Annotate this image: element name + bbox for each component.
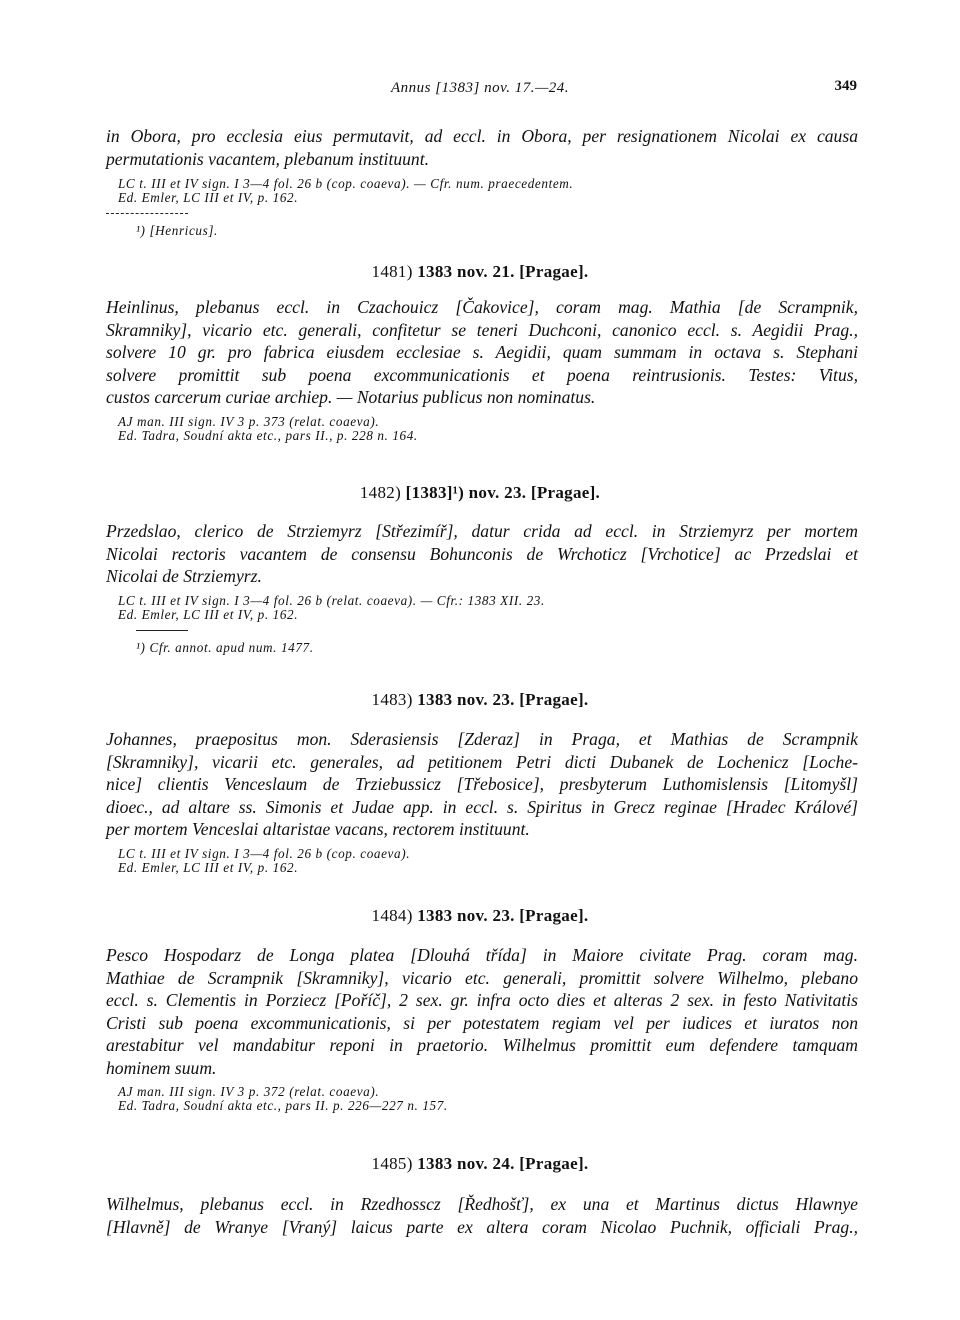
entry-paragraph <box>106 1193 858 1238</box>
source-line: Ed. Tadra, Soudní akta etc., pars II. p. 226—227 n. 157. <box>118 1098 448 1113</box>
entry-body <box>106 296 858 443</box>
entry-paragraph <box>106 728 858 841</box>
entry-heading <box>0 690 960 710</box>
source-line: Ed. Emler, LC III et IV, p. 162. <box>118 190 299 205</box>
text-line: dioec., ad altare ss. Simonis et Judae app. in eccl. s. Spiritus in Grecz reginae [Hradec Králové] <box>106 796 858 817</box>
footnote-rule <box>136 630 188 631</box>
entry-number: 1483) <box>371 690 413 709</box>
text-line: Skramniky], vicario etc. generali, confitetur se teneri Duchconi, canonico eccl. s. Aegidii Prag., <box>106 319 858 340</box>
entry-number: 1485) <box>371 1154 413 1173</box>
source-line: Ed. Emler, LC III et IV, p. 162. <box>118 606 299 622</box>
entry-date: 1383 nov. 21. [Pragae]. <box>417 262 589 281</box>
text-line: eccl. s. Clementis in Porziecz [Poříč], 2 sex. gr. infra octo dies et alteras 2 sex. in festo Nativitatis <box>106 990 858 1010</box>
text-line: Heinlinus, plebanus eccl. in Czachouicz [Čakovice], coram mag. Mathia [de Scrampnik, <box>106 297 858 317</box>
source-line: Ed. Tadra, Soudní akta etc., pars II., p. 228 n. 164. <box>118 427 418 443</box>
entry-number: 1481) <box>371 262 413 281</box>
footnote-rule <box>106 213 188 214</box>
text-line: [Hlavně] de Wranye [Vraný] laicus parte ex altera coram Nicolao Puchnik, officiali Prag., <box>106 1216 858 1237</box>
source-line: Ed. Emler, LC III et IV, p. 162. <box>118 859 299 875</box>
entry-body <box>106 944 858 1113</box>
text-line: Cristi sub poena excommunicationis, si per potestatem regiam vel per iudices et iuratos non <box>106 1012 858 1033</box>
text-line: Przedslao, clerico de Strziemyrz [Střezimíř], datur crida ad eccl. in Strziemyrz per mortem <box>106 521 858 541</box>
source-citation <box>106 594 858 622</box>
entry-body <box>106 728 858 875</box>
text-line: in Obora, pro ecclesia eius permutavit, ad eccl. in Obora, per resignationem Nicolai ex causa <box>106 126 858 146</box>
text-line: Nicolai de Strziemyrz. <box>106 566 262 586</box>
entry-number: 1484) <box>371 906 413 925</box>
entry-date: 1383 nov. 24. [Pragae]. <box>417 1154 589 1173</box>
source-line: LC t. III et IV sign. I 3—4 fol. 26 b (cop. coaeva). — Cfr. num. praecedentem. <box>118 176 574 191</box>
text-line: Nicolai rectoris vacantem de consensu Bohunconis de Wrchoticz [Vrchotice] ac Przedslai et <box>106 543 858 564</box>
source-citation <box>106 415 858 443</box>
entry-date: 1383 nov. 23. [Pragae]. <box>417 690 589 709</box>
entry-body <box>106 1193 858 1238</box>
source-line: LC t. III et IV sign. I 3—4 fol. 26 b (cop. coaeva). <box>118 845 411 861</box>
footnote: ¹) [Henricus]. <box>136 223 218 238</box>
source-citation <box>106 177 858 205</box>
entry-heading <box>0 483 960 503</box>
text-line: per mortem Venceslai altaristae vacans, rectorem instituunt. <box>106 819 530 839</box>
entry-number: 1482) <box>359 483 402 502</box>
entry-date: [1383]¹) nov. 23. [Pragae]. <box>405 483 601 502</box>
continuation-paragraph <box>106 125 858 170</box>
entry-heading <box>0 906 960 926</box>
entry-heading <box>0 1154 960 1174</box>
text-line: arestabitur vel mandabitur reponi in praetorio. Wilhelmus promittit eum defendere tamquam <box>106 1035 858 1055</box>
entry-heading <box>0 262 960 282</box>
running-header: Annus [1383] nov. 17.—24. <box>390 80 570 96</box>
source-citation <box>106 847 858 875</box>
source-line: AJ man. III sign. IV 3 p. 373 (relat. coaeva). <box>118 413 380 429</box>
text-line: Wilhelmus, plebanus eccl. in Rzedhosscz [Ředhošť], ex una et Martinus dictus Hlawnye <box>106 1194 858 1214</box>
page-number: 349 <box>834 78 857 94</box>
text-line: solvere promittit sub poena excommunicationis et poena reintrusionis. Testes: Vitus, <box>106 364 858 385</box>
footnote: ¹) Cfr. annot. apud num. 1477. <box>136 639 314 655</box>
continuation-block <box>106 125 858 238</box>
text-line: Mathiae de Scrampnik [Skramniky], vicario etc. generali, promittit solvere Wilhelmo, plebano <box>106 967 858 988</box>
entry-paragraph <box>106 520 858 588</box>
text-line: permutationis vacantem, plebanum instituunt. <box>106 148 430 169</box>
entry-paragraph <box>106 296 858 409</box>
source-citation <box>106 1085 858 1113</box>
text-line: [Skramniky], vicarii etc. generales, ad petitionem Petri dicti Dubanek de Lochenicz [Loche- <box>106 751 858 772</box>
source-line: AJ man. III sign. IV 3 p. 372 (relat. coaeva). <box>118 1084 380 1099</box>
text-line: custos carcerum curiae archiep. — Notarius publicus non nominatus. <box>106 387 596 407</box>
entry-paragraph <box>106 944 858 1079</box>
text-line: Pesco Hospodarz de Longa platea [Dlouhá třída] in Maiore civitate Prag. coram mag. <box>106 945 858 965</box>
text-line: nice] clientis Venceslaum de Trziebussicz [Třebosice], presbyterum Luthomislensis [Litomyšl] <box>106 774 858 794</box>
text-line: hominem suum. <box>106 1057 217 1078</box>
text-line: solvere 10 gr. pro fabrica eiusdem ecclesiae s. Aegidii, quam summam in octava s. Stephani <box>106 342 858 362</box>
entry-date: 1383 nov. 23. [Pragae]. <box>417 906 589 925</box>
source-line: LC t. III et IV sign. I 3—4 fol. 26 b (relat. coaeva). — Cfr.: 1383 XII. 23. <box>118 592 545 608</box>
text-line: Johannes, praepositus mon. Sderasiensis [Zderaz] in Praga, et Mathias de Scrampnik <box>106 729 858 749</box>
entry-body <box>106 520 858 655</box>
